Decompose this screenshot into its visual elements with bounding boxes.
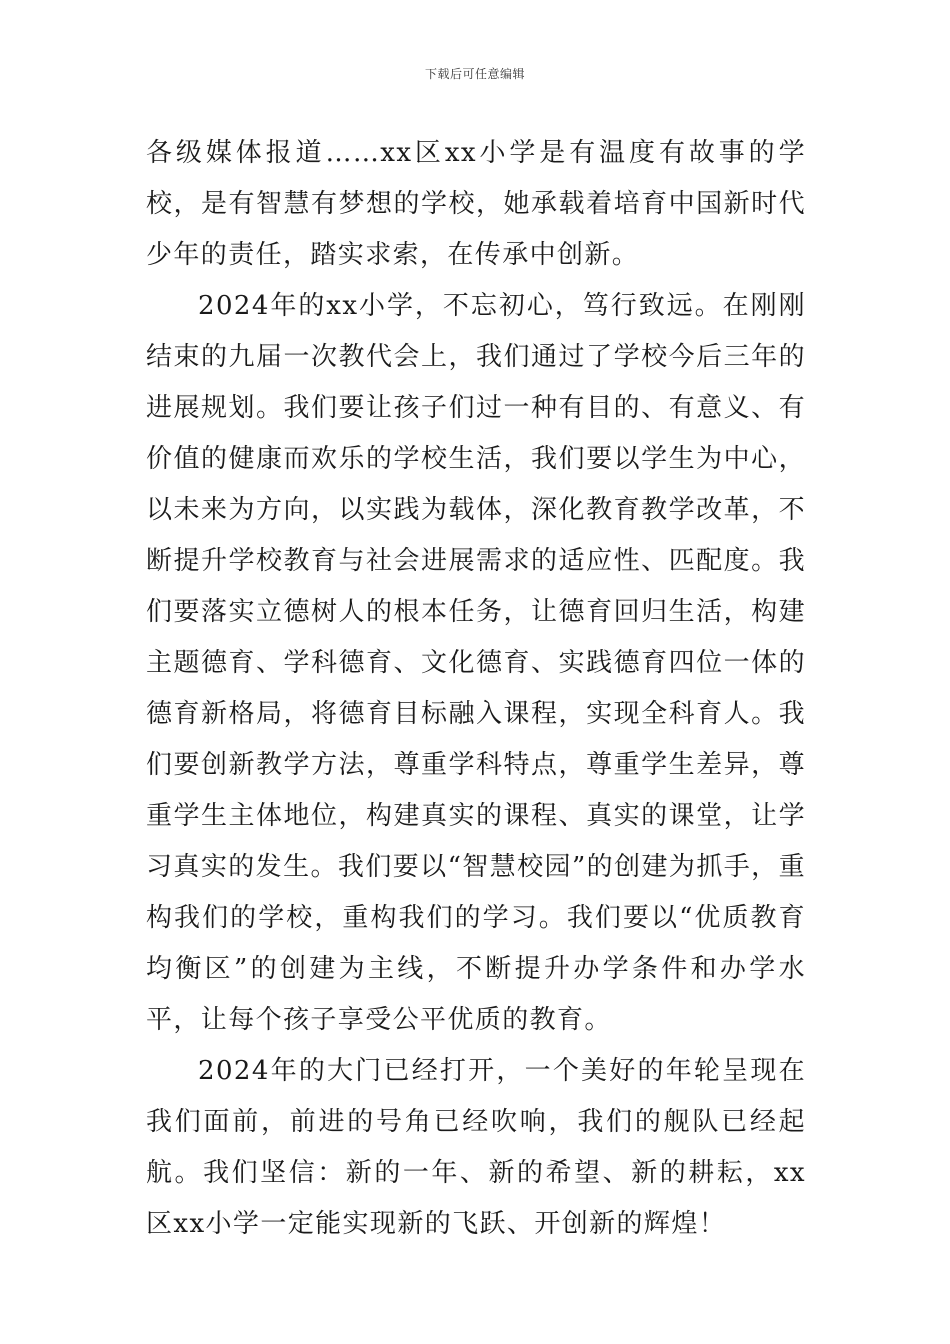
paragraph-closing: 2024年的大门已经打开，一个美好的年轮呈现在我们面前，前进的号角已经吹响，我们的舰队已经起航。我们坚信：新的一年、新的希望、新的耕耘，xx区xx小学一定能实现新的飞跃、开创新的辉煌！ bbox=[146, 1056, 806, 1239]
paragraph-plan: 2024年的xx小学，不忘初心，笃行致远。在刚刚结束的九届一次教代会上，我们通过了学校今后三年的进展规划。我们要让孩子们过一种有目的、有意义、有价值的健康而欢乐的学校生活，我们要以学生为中心，以未来为方向，以实践为载体，深化教育教学改革，不断提升学校教育与社会进展需求的适应性、匹配度。我们要落实立德树人的根本任务，让德育回归生活，构建主题德育、学科德育、文化德育、实践德育四位一体的德育新格局，将德育目标融入课程，实现全科育人。我们要创新教学方法，尊重学科特点，尊重学生差异，尊重学生主体地位，构建真实的课程、真实的课堂，让学习真实的发生。我们要以“智慧校园”的创建为抓手，重构我们的学校，重构我们的学习。我们要以“优质教育均衡区”的创建为主线，不断提升办学条件和办学水平，让每个孩子享受公平优质的教育。 bbox=[146, 291, 806, 1035]
page-header: 下载后可任意编辑 bbox=[424, 67, 525, 81]
paragraph-continuation: 各级媒体报道……xx区xx小学是有温度有故事的学校，是有智慧有梦想的学校，她承载着培育中国新时代少年的责任，踏实求索，在传承中创新。 bbox=[146, 138, 806, 270]
document-body bbox=[146, 128, 806, 1250]
